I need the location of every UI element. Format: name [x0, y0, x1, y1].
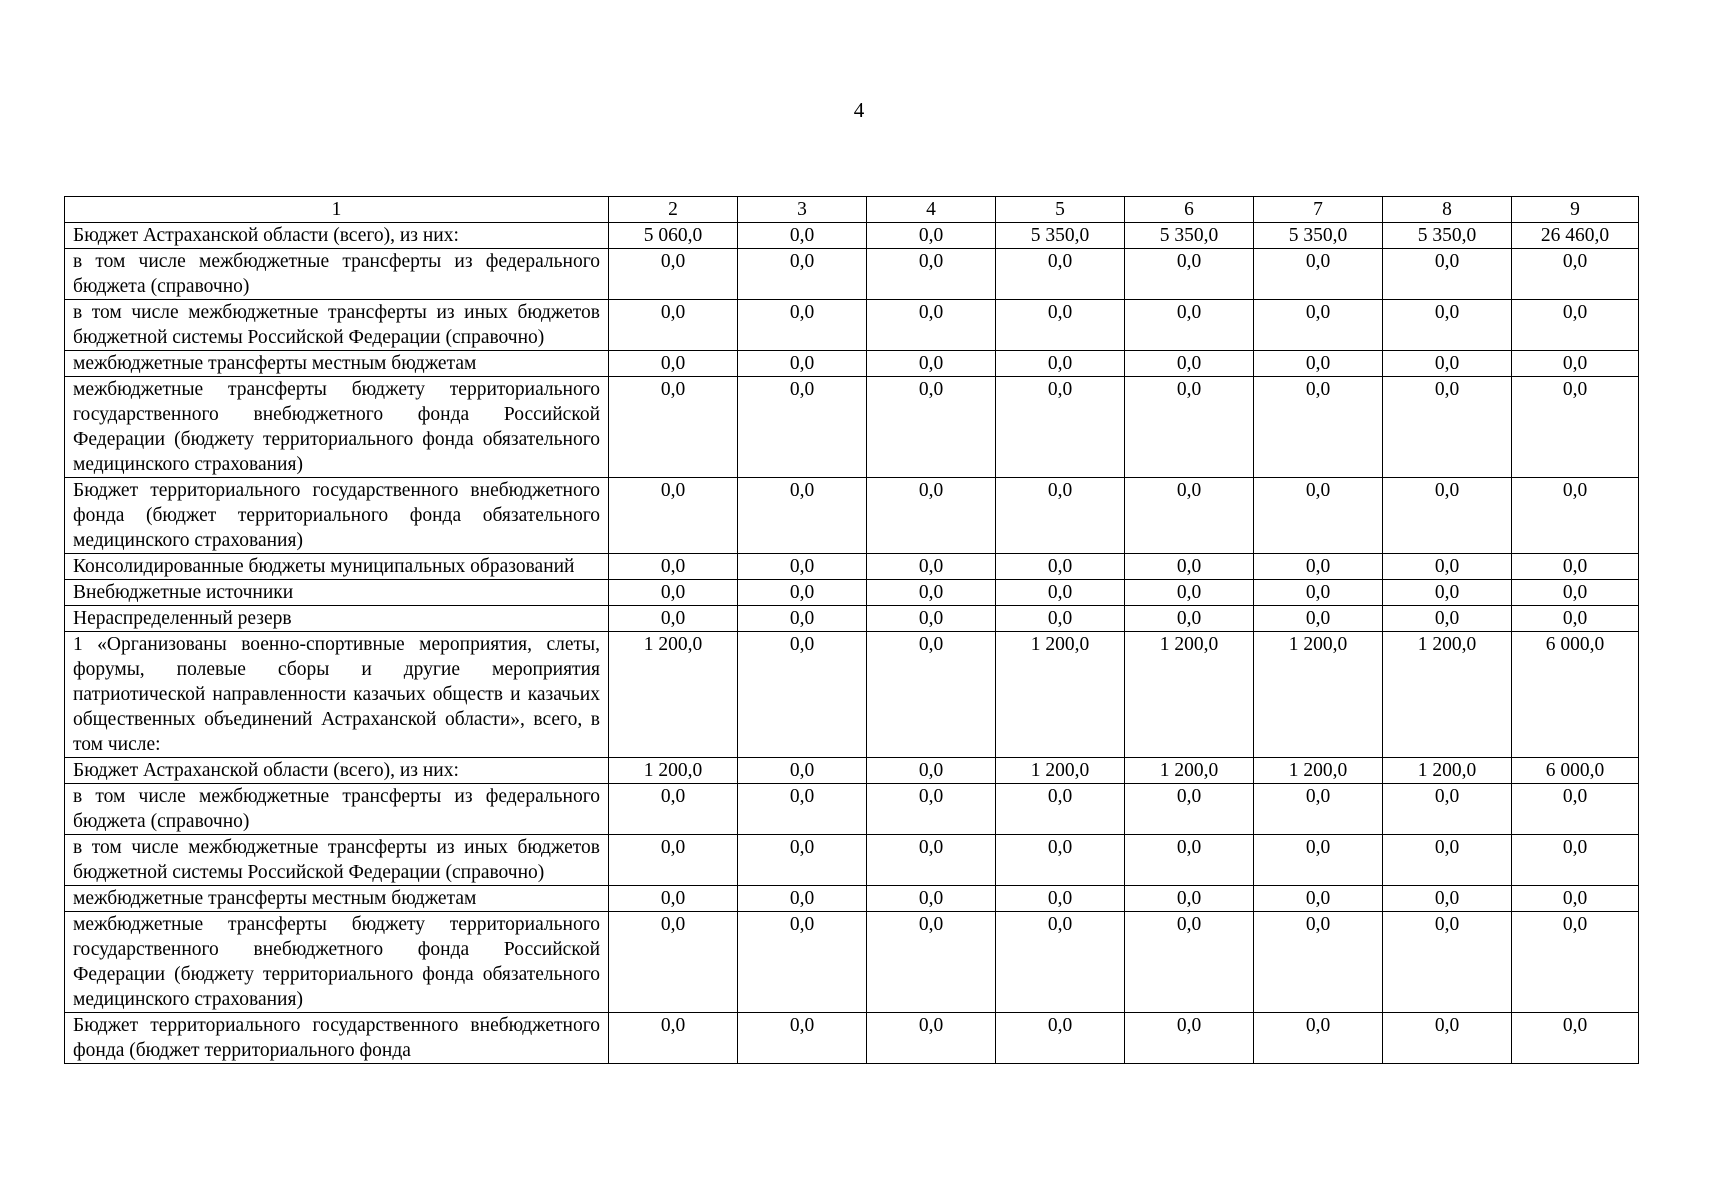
table-row [65, 1013, 1639, 1064]
value-cell: 0,0 [996, 784, 1125, 835]
value-cell: 0,0 [1254, 784, 1383, 835]
value-cell: 0,0 [1512, 886, 1639, 912]
table-row [65, 351, 1639, 377]
column-header: 4 [867, 197, 996, 223]
value-cell: 5 350,0 [1383, 223, 1512, 249]
value-cell: 0,0 [609, 1013, 738, 1064]
value-cell: 0,0 [1512, 249, 1639, 300]
value-cell: 0,0 [1512, 606, 1639, 632]
value-cell: 0,0 [996, 300, 1125, 351]
header-row [65, 197, 1639, 223]
table-row [65, 580, 1639, 606]
value-cell: 0,0 [738, 886, 867, 912]
value-cell: 0,0 [609, 912, 738, 1013]
value-cell: 0,0 [738, 912, 867, 1013]
table-row [65, 784, 1639, 835]
value-cell: 0,0 [1383, 377, 1512, 478]
value-cell: 0,0 [1254, 478, 1383, 554]
value-cell: 0,0 [1125, 351, 1254, 377]
value-cell: 0,0 [609, 606, 738, 632]
table-row [65, 632, 1639, 758]
value-cell: 1 200,0 [1125, 632, 1254, 758]
column-header: 3 [738, 197, 867, 223]
value-cell: 26 460,0 [1512, 223, 1639, 249]
row-label: Бюджет Астраханской области (всего), из них: [65, 758, 609, 784]
value-cell: 0,0 [867, 1013, 996, 1064]
value-cell: 0,0 [1254, 606, 1383, 632]
value-cell: 0,0 [738, 758, 867, 784]
value-cell: 5 350,0 [1125, 223, 1254, 249]
value-cell: 0,0 [738, 632, 867, 758]
table-row [65, 912, 1639, 1013]
table-row [65, 478, 1639, 554]
column-header: 1 [65, 197, 609, 223]
row-label: 1 «Организованы военно-спортивные мероприятия, слеты, форумы, полевые сборы и другие мероприятия патриотической направленности казачьих обществ и казачьих общественных объединений Астраханской области», всего, в том числе: [65, 632, 609, 758]
value-cell: 5 350,0 [996, 223, 1125, 249]
value-cell: 0,0 [867, 554, 996, 580]
value-cell: 0,0 [1383, 912, 1512, 1013]
value-cell: 0,0 [1125, 886, 1254, 912]
value-cell: 0,0 [867, 300, 996, 351]
value-cell: 0,0 [867, 912, 996, 1013]
value-cell: 0,0 [1254, 912, 1383, 1013]
value-cell: 0,0 [867, 758, 996, 784]
value-cell: 0,0 [1383, 478, 1512, 554]
value-cell: 1 200,0 [996, 758, 1125, 784]
column-header: 6 [1125, 197, 1254, 223]
value-cell: 0,0 [1125, 554, 1254, 580]
value-cell: 0,0 [609, 886, 738, 912]
table-row [65, 377, 1639, 478]
value-cell: 0,0 [1383, 580, 1512, 606]
value-cell: 0,0 [867, 478, 996, 554]
value-cell: 0,0 [1125, 478, 1254, 554]
value-cell: 1 200,0 [1125, 758, 1254, 784]
row-label: Бюджет территориального государственного внебюджетного фонда (бюджет территориального фонда [65, 1013, 609, 1064]
row-label: в том числе межбюджетные трансферты из федерального бюджета (справочно) [65, 784, 609, 835]
row-label: в том числе межбюджетные трансферты из федерального бюджета (справочно) [65, 249, 609, 300]
value-cell: 0,0 [1254, 1013, 1383, 1064]
value-cell: 0,0 [996, 606, 1125, 632]
value-cell: 0,0 [609, 377, 738, 478]
row-label: межбюджетные трансферты местным бюджетам [65, 886, 609, 912]
value-cell: 0,0 [1254, 886, 1383, 912]
value-cell: 0,0 [867, 580, 996, 606]
value-cell: 0,0 [1512, 835, 1639, 886]
row-label: в том числе межбюджетные трансферты из иных бюджетов бюджетной системы Российской Федерации (справочно) [65, 300, 609, 351]
value-cell: 0,0 [1383, 784, 1512, 835]
value-cell: 0,0 [609, 835, 738, 886]
value-cell: 0,0 [867, 377, 996, 478]
value-cell: 0,0 [1383, 606, 1512, 632]
table-row [65, 606, 1639, 632]
value-cell: 0,0 [1383, 300, 1512, 351]
value-cell: 0,0 [996, 249, 1125, 300]
row-label: Внебюджетные источники [65, 580, 609, 606]
value-cell: 0,0 [996, 835, 1125, 886]
value-cell: 5 350,0 [1254, 223, 1383, 249]
value-cell: 1 200,0 [1254, 758, 1383, 784]
table-row [65, 223, 1639, 249]
column-header: 9 [1512, 197, 1639, 223]
table-row [65, 554, 1639, 580]
value-cell: 0,0 [738, 223, 867, 249]
value-cell: 0,0 [1125, 249, 1254, 300]
value-cell: 0,0 [867, 835, 996, 886]
value-cell: 0,0 [1254, 377, 1383, 478]
value-cell: 0,0 [1254, 835, 1383, 886]
table-row [65, 249, 1639, 300]
value-cell: 0,0 [867, 886, 996, 912]
column-header: 7 [1254, 197, 1383, 223]
value-cell: 1 200,0 [609, 758, 738, 784]
value-cell: 0,0 [1512, 912, 1639, 1013]
value-cell: 0,0 [738, 478, 867, 554]
value-cell: 0,0 [1125, 580, 1254, 606]
value-cell: 0,0 [996, 478, 1125, 554]
value-cell: 0,0 [609, 249, 738, 300]
page-number: 4 [853, 98, 865, 122]
value-cell: 0,0 [738, 554, 867, 580]
row-label: в том числе межбюджетные трансферты из иных бюджетов бюджетной системы Российской Федерации (справочно) [65, 835, 609, 886]
value-cell: 0,0 [1125, 1013, 1254, 1064]
value-cell: 0,0 [1254, 300, 1383, 351]
value-cell: 0,0 [1512, 300, 1639, 351]
value-cell: 0,0 [1125, 606, 1254, 632]
value-cell: 0,0 [738, 835, 867, 886]
value-cell: 0,0 [1125, 300, 1254, 351]
table-row [65, 758, 1639, 784]
row-label: Бюджет территориального государственного внебюджетного фонда (бюджет территориального фонда обязательного медицинского страхования) [65, 478, 609, 554]
value-cell: 6 000,0 [1512, 758, 1639, 784]
value-cell: 0,0 [609, 351, 738, 377]
value-cell: 0,0 [1383, 1013, 1512, 1064]
value-cell: 0,0 [609, 300, 738, 351]
value-cell: 6 000,0 [1512, 632, 1639, 758]
value-cell: 0,0 [1254, 580, 1383, 606]
value-cell: 0,0 [1383, 835, 1512, 886]
value-cell: 1 200,0 [609, 632, 738, 758]
table-row [65, 835, 1639, 886]
value-cell: 0,0 [738, 1013, 867, 1064]
value-cell: 0,0 [609, 478, 738, 554]
table-row [65, 886, 1639, 912]
column-header: 8 [1383, 197, 1512, 223]
value-cell: 0,0 [1125, 377, 1254, 478]
value-cell: 0,0 [1512, 1013, 1639, 1064]
value-cell: 0,0 [738, 784, 867, 835]
value-cell: 0,0 [738, 580, 867, 606]
column-header: 2 [609, 197, 738, 223]
value-cell: 0,0 [996, 912, 1125, 1013]
value-cell: 0,0 [996, 580, 1125, 606]
value-cell: 0,0 [1512, 377, 1639, 478]
value-cell: 0,0 [1125, 912, 1254, 1013]
row-label: Бюджет Астраханской области (всего), из них: [65, 223, 609, 249]
value-cell: 0,0 [996, 1013, 1125, 1064]
value-cell: 0,0 [738, 300, 867, 351]
value-cell: 0,0 [1125, 784, 1254, 835]
row-label: Нераспределенный резерв [65, 606, 609, 632]
value-cell: 0,0 [738, 249, 867, 300]
value-cell: 0,0 [1383, 886, 1512, 912]
row-label: Консолидированные бюджеты муниципальных образований [65, 554, 609, 580]
row-label: межбюджетные трансферты бюджету территориального государственного внебюджетного фонда Российской Федерации (бюджету территориального фонда обязательного медицинского страхования) [65, 377, 609, 478]
row-label: межбюджетные трансферты местным бюджетам [65, 351, 609, 377]
value-cell: 0,0 [609, 580, 738, 606]
value-cell: 0,0 [867, 784, 996, 835]
table-body [65, 197, 1639, 1064]
value-cell: 0,0 [738, 351, 867, 377]
value-cell: 0,0 [1383, 554, 1512, 580]
value-cell: 1 200,0 [1383, 758, 1512, 784]
value-cell: 0,0 [1125, 835, 1254, 886]
value-cell: 0,0 [1512, 351, 1639, 377]
value-cell: 0,0 [867, 351, 996, 377]
value-cell: 0,0 [609, 784, 738, 835]
value-cell: 0,0 [1254, 351, 1383, 377]
column-header: 5 [996, 197, 1125, 223]
value-cell: 0,0 [996, 554, 1125, 580]
table-row [65, 300, 1639, 351]
budget-table [64, 196, 1639, 1064]
value-cell: 0,0 [1383, 351, 1512, 377]
value-cell: 0,0 [1512, 554, 1639, 580]
value-cell: 0,0 [738, 377, 867, 478]
value-cell: 1 200,0 [1254, 632, 1383, 758]
value-cell: 0,0 [738, 606, 867, 632]
value-cell: 0,0 [867, 632, 996, 758]
value-cell: 0,0 [1512, 478, 1639, 554]
value-cell: 0,0 [1254, 249, 1383, 300]
value-cell: 0,0 [609, 554, 738, 580]
value-cell: 0,0 [1383, 249, 1512, 300]
value-cell: 0,0 [1512, 580, 1639, 606]
value-cell: 0,0 [867, 249, 996, 300]
row-label: межбюджетные трансферты бюджету территориального государственного внебюджетного фонда Российской Федерации (бюджету территориального фонда обязательного медицинского страхования) [65, 912, 609, 1013]
value-cell: 0,0 [996, 351, 1125, 377]
value-cell: 0,0 [867, 223, 996, 249]
value-cell: 1 200,0 [996, 632, 1125, 758]
value-cell: 0,0 [996, 886, 1125, 912]
value-cell: 5 060,0 [609, 223, 738, 249]
value-cell: 0,0 [1254, 554, 1383, 580]
value-cell: 0,0 [1512, 784, 1639, 835]
value-cell: 0,0 [996, 377, 1125, 478]
value-cell: 0,0 [867, 606, 996, 632]
value-cell: 1 200,0 [1383, 632, 1512, 758]
